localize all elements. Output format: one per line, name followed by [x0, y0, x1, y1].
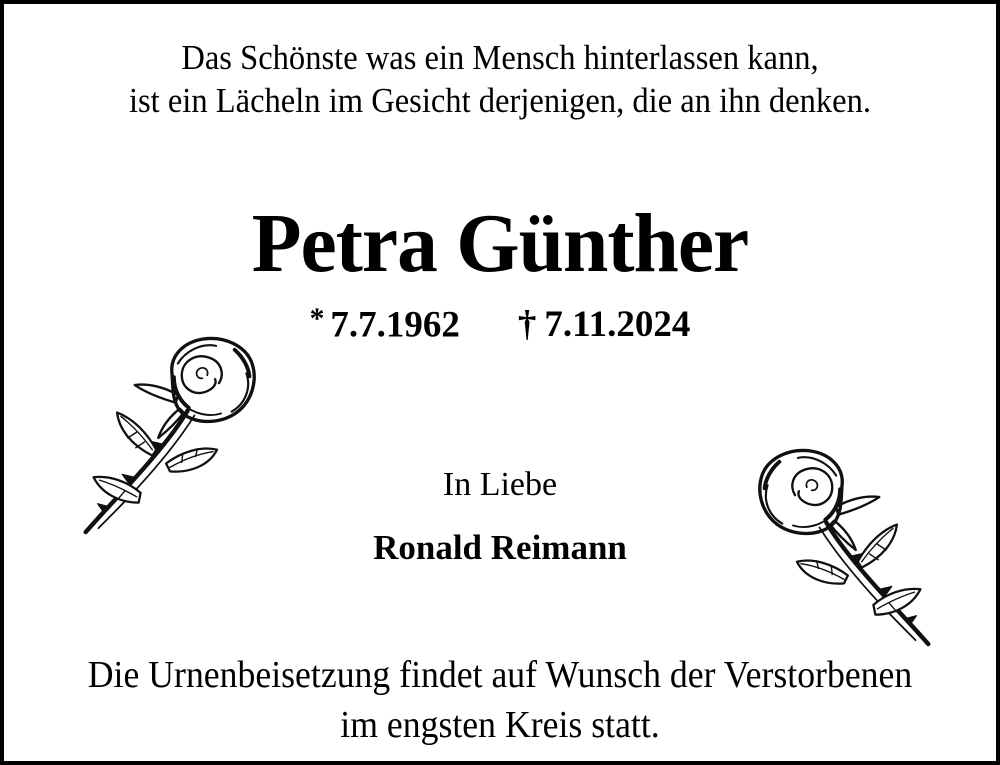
- deceased-name: Petra Günther: [251, 197, 749, 290]
- death-dagger-icon: †: [517, 304, 537, 346]
- closing-note: [34, 650, 966, 750]
- epitaph-line-2: ist ein Lächeln im Gesicht derjenigen, die an ihn denken.: [128, 81, 872, 120]
- farewell-phrase: In Liebe: [442, 466, 558, 503]
- birth-date: 7.7.1962: [330, 304, 460, 346]
- rose-illustration-left: [72, 332, 268, 544]
- closing-line-2: im engsten Kreis statt.: [340, 704, 660, 746]
- epitaph: [39, 36, 962, 122]
- birth-date-group: [309, 303, 460, 346]
- birth-star-icon: *: [309, 303, 325, 335]
- death-date: 7.11.2024: [544, 304, 691, 346]
- mourner-name: Ronald Reimann: [373, 528, 627, 567]
- closing-line-1: Die Urnenbeisetzung findet auf Wunsch der Verstorbenen: [87, 654, 913, 696]
- death-date-group: [517, 304, 691, 346]
- epitaph-line-1: Das Schönste was ein Mensch hinterlassen kann,: [181, 38, 819, 77]
